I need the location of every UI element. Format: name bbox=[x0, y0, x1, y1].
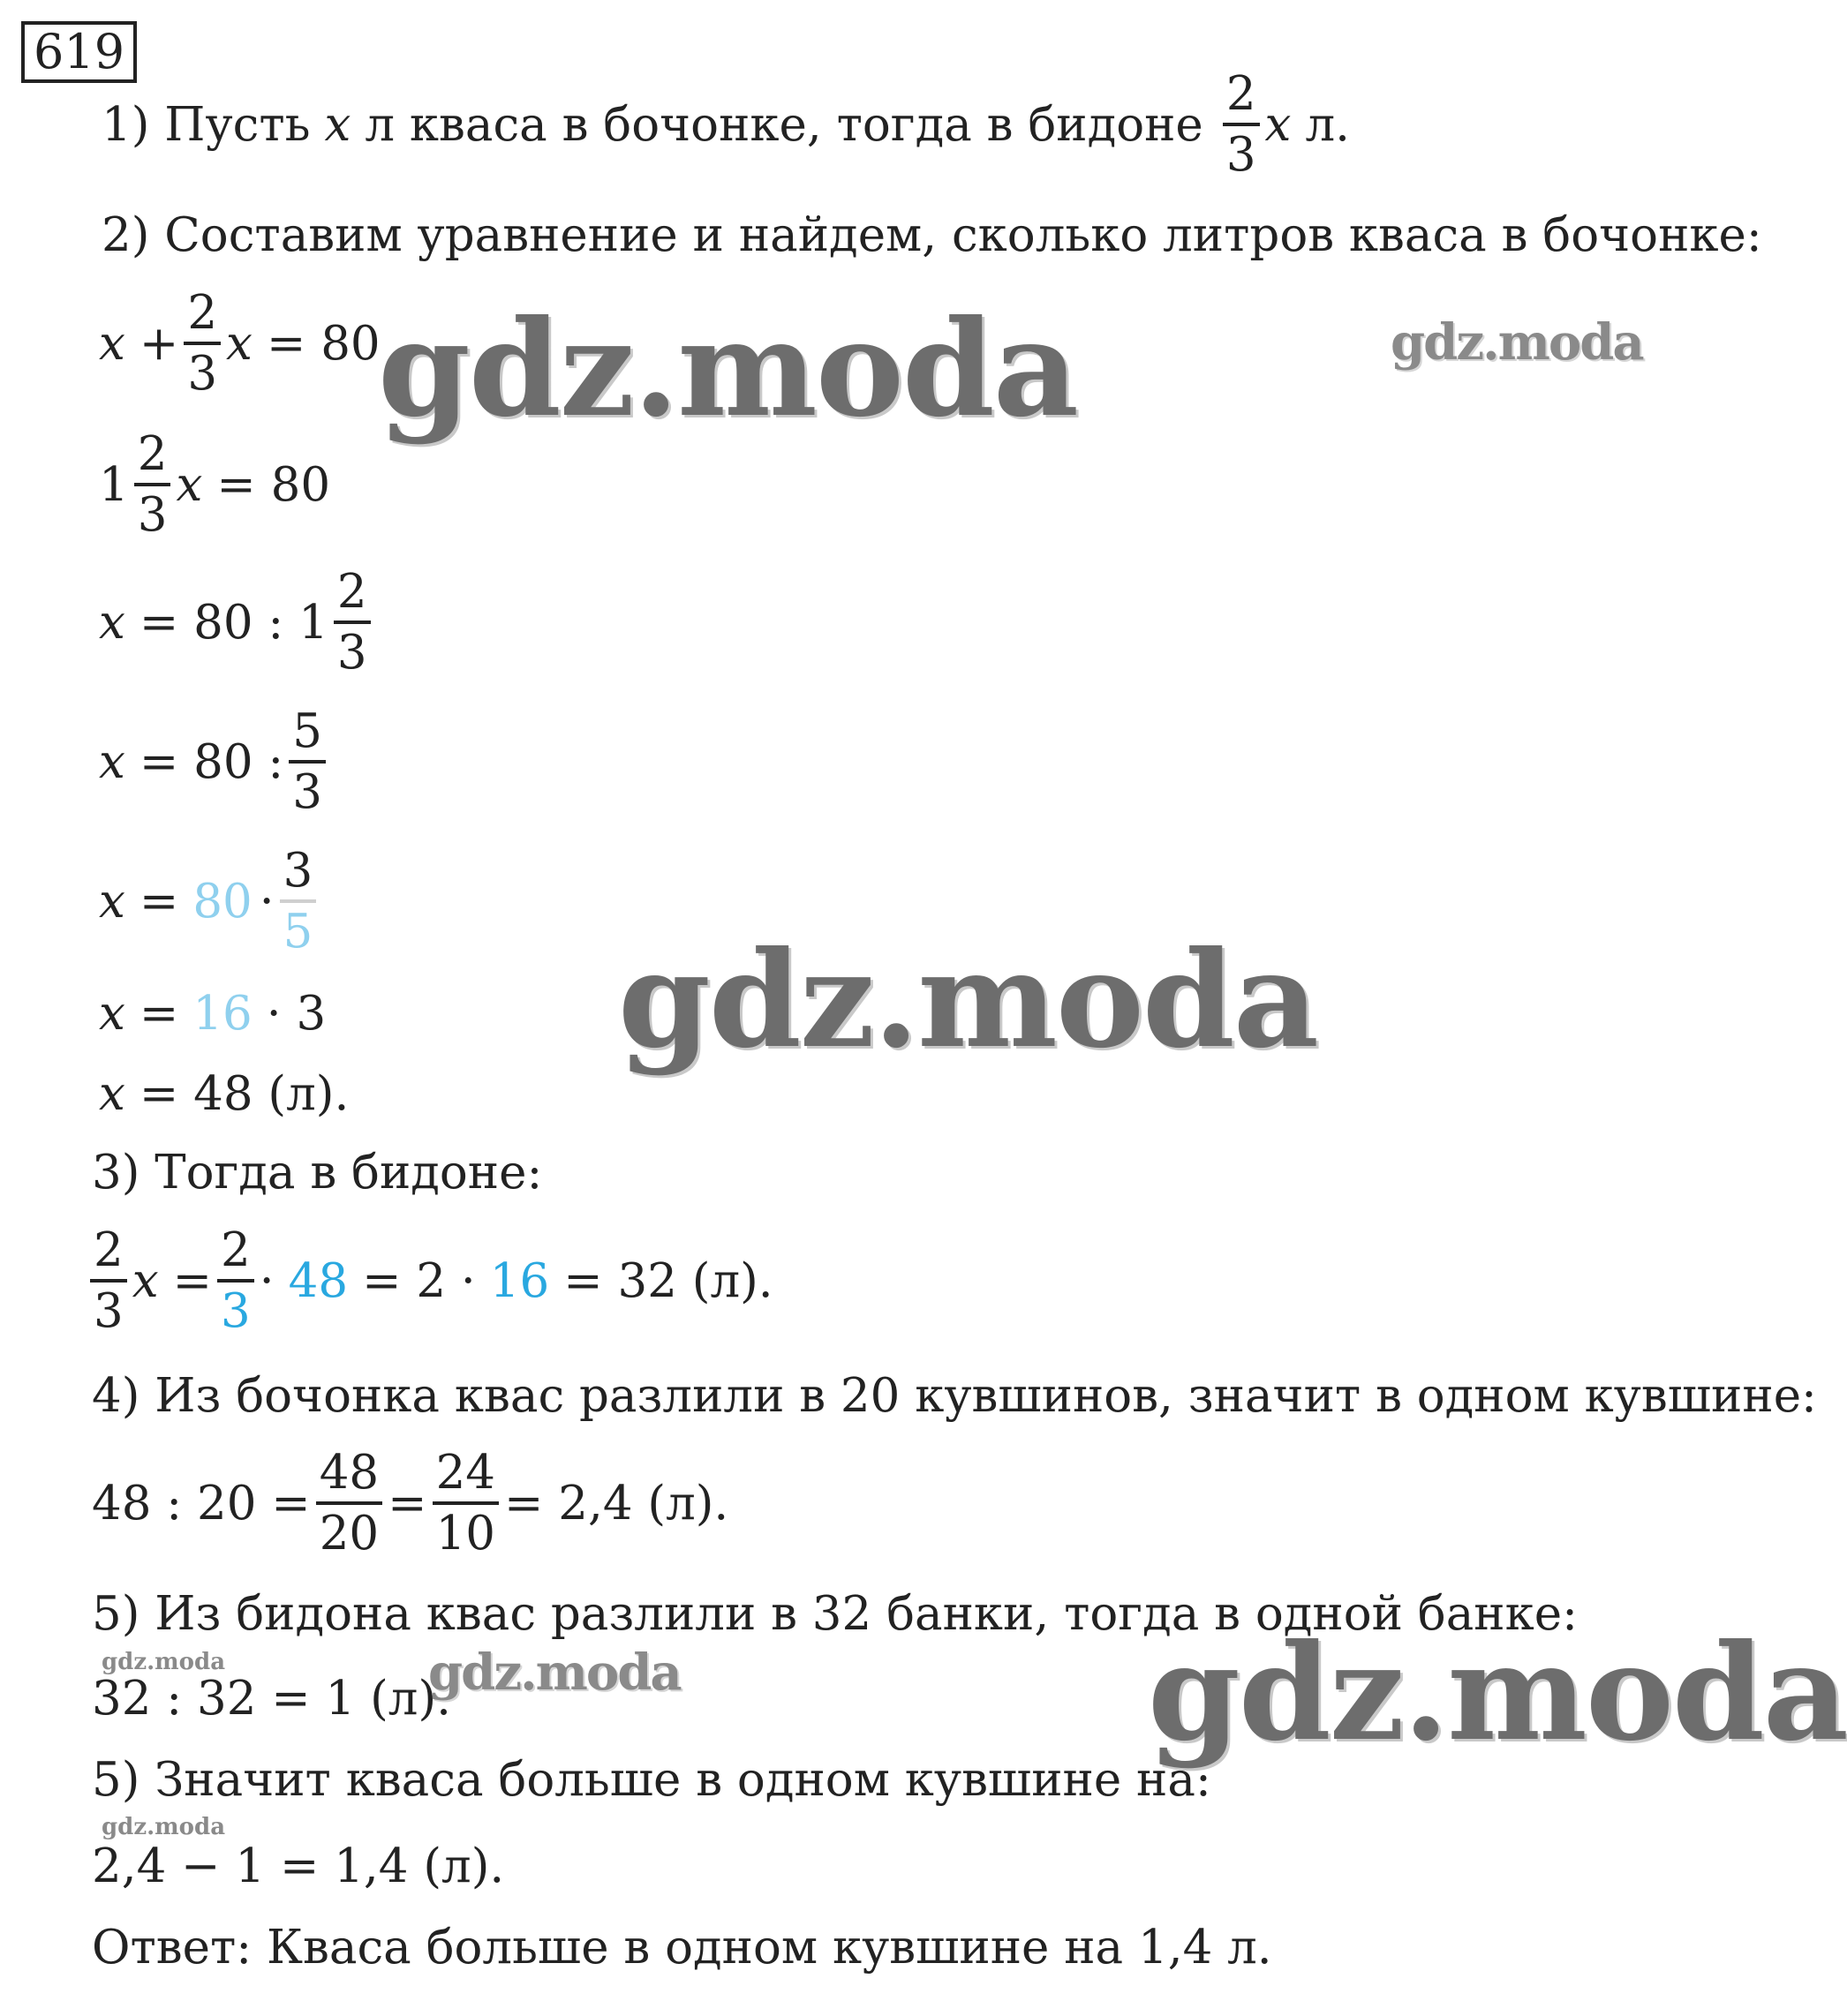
step-4-text: 4) Из бочонка квас разлили в 20 кувшинов, значит в одном кувшине: bbox=[92, 1369, 1817, 1423]
step-2-text: 2) Составим уравнение и найдем, сколько литров кваса в бочонке: bbox=[102, 208, 1762, 262]
variable-x: x bbox=[176, 457, 203, 512]
watermark: gdz.moda bbox=[378, 291, 1078, 447]
step-1-line bbox=[102, 67, 1350, 182]
equals-sign: = bbox=[388, 1476, 427, 1531]
variable-x: x bbox=[132, 1253, 159, 1308]
equation-middle: = 80 : bbox=[139, 734, 284, 789]
equation-rhs: = 80 bbox=[216, 457, 331, 512]
watermark: gdz.moda bbox=[102, 1649, 226, 1675]
dot-operator: · bbox=[259, 1253, 275, 1308]
step-5-text: 5) Из бидона квас разлили в 32 банки, тогда в одной банке: bbox=[92, 1587, 1578, 1641]
variable-x: x bbox=[99, 987, 125, 1041]
denominator: 3 bbox=[184, 342, 221, 397]
numerator: 2 bbox=[94, 1223, 124, 1277]
task-number: 619 bbox=[21, 21, 137, 83]
denominator: 3 bbox=[90, 1279, 127, 1335]
equation-rest: = 32 (л). bbox=[563, 1253, 773, 1308]
answer-text: Ответ: Кваса больше в одном кувшине на 1,4 л. bbox=[92, 1921, 1272, 1975]
step-3-text: 3) Тогда в бидоне: bbox=[92, 1146, 543, 1200]
equals-sign: = bbox=[172, 1253, 213, 1308]
equation-middle: = 2 · bbox=[362, 1253, 476, 1308]
watermark: gdz.moda bbox=[1148, 1615, 1847, 1771]
equation-rest: · 3 bbox=[266, 987, 327, 1041]
numerator: 2 bbox=[187, 286, 218, 340]
highlighted-number: 48 bbox=[288, 1253, 349, 1308]
equation-4 bbox=[99, 704, 331, 819]
variable-x: x bbox=[324, 97, 351, 152]
denominator: 3 bbox=[334, 621, 371, 676]
step-1-text-2: л кваса в бочонке, тогда в бидоне bbox=[365, 97, 1203, 152]
equation-8 bbox=[85, 1223, 773, 1338]
variable-x: x bbox=[99, 316, 125, 371]
denominator: 3 bbox=[217, 1279, 254, 1335]
numerator: 2 bbox=[1225, 67, 1256, 121]
fraction bbox=[316, 1446, 382, 1561]
equation-10: 32 : 32 = 1 (л). bbox=[92, 1672, 451, 1726]
variable-x: x bbox=[1264, 97, 1292, 152]
variable-x: x bbox=[99, 734, 125, 789]
variable-x: x bbox=[99, 1067, 125, 1121]
equation-9 bbox=[92, 1446, 729, 1561]
watermark: gdz.moda bbox=[618, 922, 1318, 1078]
equation-7 bbox=[99, 1067, 350, 1121]
plus-sign: + bbox=[139, 316, 179, 371]
fraction bbox=[217, 1223, 254, 1338]
equation-6 bbox=[99, 987, 327, 1041]
equation-rest: = 48 (л). bbox=[139, 1067, 350, 1121]
variable-x: x bbox=[226, 316, 253, 371]
numerator: 5 bbox=[292, 704, 323, 758]
watermark: gdz.moda bbox=[1391, 313, 1643, 372]
denominator: 5 bbox=[280, 899, 317, 955]
equation-2 bbox=[99, 427, 331, 542]
denominator: 10 bbox=[433, 1501, 499, 1557]
step-1-text: 1) Пусть bbox=[102, 97, 311, 152]
fraction bbox=[280, 844, 317, 959]
denominator: 3 bbox=[134, 483, 171, 538]
variable-x: x bbox=[99, 595, 125, 650]
whole-part: 1 bbox=[99, 457, 129, 512]
reduced-number: 16 bbox=[192, 987, 253, 1041]
equation-middle: = 80 : 1 bbox=[139, 595, 328, 650]
unit-label: л. bbox=[1305, 97, 1350, 152]
equation-5 bbox=[99, 844, 321, 959]
equation-1 bbox=[99, 286, 381, 401]
highlighted-number: 16 bbox=[489, 1253, 550, 1308]
equation-3 bbox=[99, 565, 376, 680]
numerator: 2 bbox=[137, 427, 168, 481]
equals-sign: = bbox=[139, 987, 179, 1041]
variable-x: x bbox=[99, 874, 125, 929]
denominator: 20 bbox=[316, 1501, 382, 1557]
watermark: gdz.moda bbox=[102, 1814, 226, 1840]
watermark: gdz.moda bbox=[428, 1644, 681, 1702]
equation-rhs: = 80 bbox=[266, 316, 381, 371]
numerator: 2 bbox=[221, 1223, 251, 1277]
fraction bbox=[334, 565, 371, 680]
numerator: 2 bbox=[336, 565, 367, 619]
equation-lhs: 48 : 20 = bbox=[92, 1476, 311, 1531]
fraction bbox=[433, 1446, 499, 1561]
fraction-two-thirds bbox=[1223, 67, 1260, 182]
numerator: 24 bbox=[435, 1446, 496, 1500]
cancelled-number: 80 bbox=[192, 874, 253, 929]
dot-operator: · bbox=[259, 874, 275, 929]
equation-rest: = 2,4 (л). bbox=[504, 1476, 729, 1531]
equals-sign: = bbox=[139, 874, 179, 929]
denominator: 3 bbox=[289, 760, 326, 816]
numerator: 3 bbox=[283, 844, 313, 898]
denominator: 3 bbox=[1223, 123, 1260, 178]
fraction bbox=[184, 286, 221, 401]
step-6-text: 5) Значит кваса больше в одном кувшине на: bbox=[92, 1753, 1211, 1807]
equation-11: 2,4 − 1 = 1,4 (л). bbox=[92, 1839, 505, 1893]
numerator: 48 bbox=[319, 1446, 380, 1500]
fraction bbox=[134, 427, 171, 542]
fraction bbox=[90, 1223, 127, 1338]
fraction bbox=[289, 704, 326, 819]
